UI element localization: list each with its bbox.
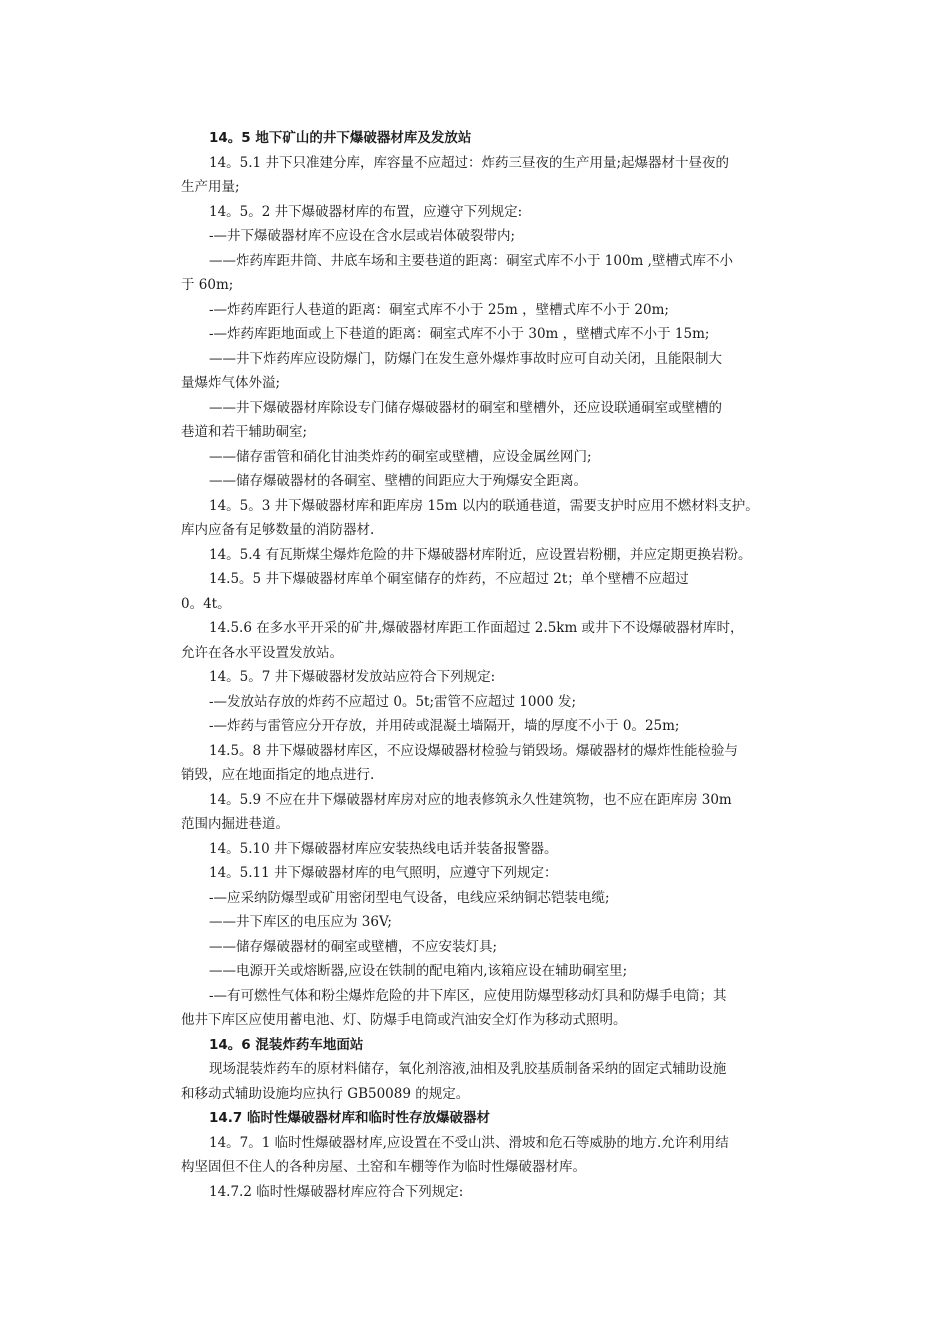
- paragraph-line: ——井下炸药库应设防爆门，防爆门在发生意外爆炸事故时应可自动关闭，且能限制大: [209, 350, 722, 367]
- paragraph-line: 14。5。3 井下爆破器材库和距库房 15m 以内的联通巷道，需要支护时应用不燃材料支护。: [209, 497, 759, 514]
- paragraph-line: 14.7.2 临时性爆破器材库应符合下列规定:: [209, 1183, 464, 1200]
- paragraph-line: 构坚固但不住人的各种房屋、土窑和车棚等作为临时性爆破器材库。: [181, 1159, 586, 1175]
- paragraph-line: ——井下爆破器材库除设专门储存爆破器材的硐室和壁槽外，还应设联通硐室或壁槽的: [209, 399, 722, 416]
- section-heading: 14。5 地下矿山的井下爆破器材库及发放站: [209, 130, 472, 146]
- paragraph-line: -—发放站存放的炸药不应超过 0。5t;雷管不应超过 1000 发;: [209, 693, 576, 710]
- paragraph-line: 14。7。1 临时性爆破器材库,应设置在不受山洪、滑坡和危石等威胁的地方.允许利用结: [209, 1134, 729, 1151]
- paragraph-line: -—炸药库距行人巷道的距离：硐室式库不小于 25m ，壁槽式库不小于 20m;: [209, 301, 669, 318]
- paragraph-line: ——电源开关或熔断器,应设在铁制的配电箱内,该箱应设在辅助硐室里;: [209, 963, 628, 979]
- paragraph-line: ——井下库区的电压应为 36V;: [209, 914, 392, 930]
- paragraph-line: ——储存雷管和硝化甘油类炸药的硐室或壁槽，应设金属丝网门;: [209, 448, 592, 465]
- paragraph-line: 生产用量;: [181, 179, 240, 195]
- paragraph-line: 14.5.6 在多水平开采的矿井,爆破器材库距工作面超过 2.5km 或井下不设爆破器材库时，: [209, 620, 744, 636]
- paragraph-line: 14。5.10 井下爆破器材库应安装热线电话并装备报警器。: [209, 840, 558, 857]
- paragraph-line: 14。5.4 有瓦斯煤尘爆炸危险的井下爆破器材库附近，应设置岩粉棚，并应定期更换岩粉。: [209, 546, 752, 563]
- paragraph-line: 14。5.9 不应在井下爆破器材库房对应的地表修筑永久性建筑物，也不应在距库房 30m: [209, 791, 732, 808]
- paragraph-line: ——储存爆破器材的各硐室、壁槽的间距应大于殉爆安全距离。: [209, 473, 587, 489]
- paragraph-line: -—应采纳防爆型或矿用密闭型电气设备，电线应采纳铜芯铠装电缆;: [209, 889, 610, 906]
- paragraph-line: 销毁，应在地面指定的地点进行.: [181, 767, 375, 783]
- paragraph-line: -—有可燃性气体和粉尘爆炸危险的井下库区，应使用防爆型移动灯具和防爆手电筒；其: [209, 987, 727, 1004]
- document-body: [181, 126, 773, 1204]
- section-heading: 14.7 临时性爆破器材库和临时性存放爆破器材: [209, 1110, 491, 1126]
- paragraph-line: ——炸药库距井筒、井底车场和主要巷道的距离：硐室式库不小于 100m ,壁槽式库不小: [209, 252, 733, 269]
- paragraph-line: 库内应备有足够数量的消防器材.: [181, 522, 375, 538]
- paragraph-line: 14.5。8 井下爆破器材库区，不应设爆破器材检验与销毁场。爆破器材的爆炸性能检验与: [209, 742, 738, 759]
- paragraph-line: 和移动式辅助设施均应执行 GB50089 的规定。: [181, 1085, 470, 1102]
- paragraph-line: 他井下库区应使用蓄电池、灯、防爆手电筒或汽油安全灯作为移动式照明。: [181, 1012, 627, 1028]
- paragraph-line: ——储存爆破器材的硐室或壁槽，不应安装灯具;: [209, 938, 498, 955]
- paragraph-line: -—井下爆破器材库不应设在含水层或岩体破裂带内;: [209, 228, 516, 244]
- paragraph-line: 14.5。5 井下爆破器材库单个硐室储存的炸药，不应超过 2t；单个壁槽不应超过: [209, 571, 689, 587]
- paragraph-line: 14。5.11 井下爆破器材库的电气照明，应遵守下列规定：: [209, 865, 558, 881]
- paragraph-line: 现场混装炸药车的原材料储存，氧化剂溶液,油相及乳胶基质制备采纳的固定式辅助设施: [209, 1061, 727, 1077]
- paragraph-line: 14。5。2 井下爆破器材库的布置，应遵守下列规定:: [209, 203, 523, 220]
- paragraph-line: 允许在各水平设置发放站。: [181, 644, 343, 661]
- paragraph-line: -—炸药与雷管应分开存放，并用砖或混凝土墙隔开，墙的厚度不小于 0。25m;: [209, 718, 680, 734]
- section-heading: 14。6 混装炸药车地面站: [209, 1036, 364, 1053]
- paragraph-line: 14。5.1 井下只准建分库，库容量不应超过：炸药三昼夜的生产用量;起爆器材十昼夜的: [209, 154, 729, 171]
- paragraph-line: 于 60m;: [181, 277, 234, 293]
- paragraph-line: 14。5。7 井下爆破器材发放站应符合下列规定:: [209, 669, 496, 685]
- paragraph-line: 量爆炸气体外溢;: [181, 375, 281, 391]
- paragraph-line: -—炸药库距地面或上下巷道的距离：硐室式库不小于 30m ，壁槽式库不小于 15m;: [209, 326, 710, 342]
- paragraph-line: 0。4t。: [181, 595, 231, 612]
- paragraph-line: 巷道和若干辅助硐室;: [181, 424, 308, 440]
- paragraph-line: 范围内掘进巷道。: [181, 816, 289, 832]
